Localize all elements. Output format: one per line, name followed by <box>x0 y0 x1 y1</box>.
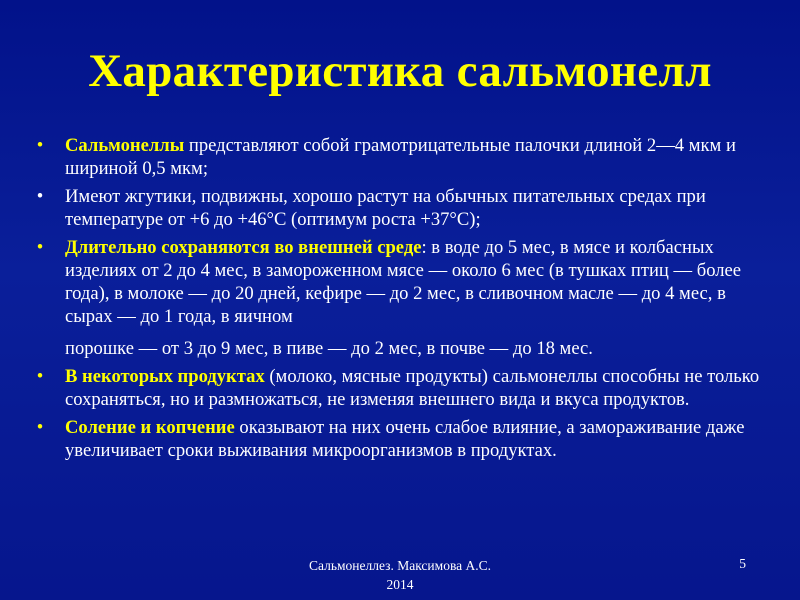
bullet-continuation: порошке — от 3 до 9 мес, в пиве — до 2 мес, в почве — до 18 мес. <box>65 338 593 359</box>
bullet-dot-icon: • <box>36 417 44 438</box>
bullet-list <box>30 134 770 467</box>
bullet-item <box>30 134 770 180</box>
bullet-highlight: Длительно сохраняются во внешней среде <box>65 237 422 258</box>
bullet-highlight: Сальмонеллы <box>65 135 185 156</box>
bullet-text: Имеют жгутики, подвижны, хорошо растут на обычных питательных средах при температуре от +6 до +46°С (оптимум роста +37°С); <box>65 186 706 230</box>
footer-author: Сальмонеллез. Максимова А.С. <box>308 558 492 573</box>
bullet-item <box>30 416 770 462</box>
bullet-highlight: В некоторых продуктах <box>65 366 265 387</box>
bullet-dot-icon: • <box>36 237 44 258</box>
bullet-highlight: Соление и копчение <box>65 417 235 438</box>
footer-year: 2014 <box>386 577 414 592</box>
page-number: 5 <box>739 556 746 571</box>
bullet-text: представляют собой грамотрицательные палочки длиной 2—4 мкм и шириной 0,5 мкм; <box>65 135 736 179</box>
bullet-item <box>30 236 770 360</box>
bullet-text: (молоко, мясные продукты) сальмонеллы способны не только сохраняться, но и размножаться, не изменяя внешнего вида и вкуса продуктов. <box>65 366 760 410</box>
bullet-text: оказывают на них очень слабое влияние, а замораживание даже увеличивает сроки выживания микроорганизмов в продуктах. <box>65 417 745 461</box>
footer <box>250 556 550 594</box>
bullet-dot-icon: • <box>36 135 44 156</box>
bullet-dot-icon: • <box>36 186 44 207</box>
bullet-dot-icon: • <box>36 366 44 387</box>
bullet-text: : в воде до 5 мес, в мясе и колбасных изделиях от 2 до 4 мес, в замороженном мясе — около 6 мес (в тушках птиц — более года), в молоке — до 20 дней, кефире — до 2 мес, в сливочном масле — до 4 мес, в сырах — до 1 года, в яичном <box>65 237 742 327</box>
bullet-item <box>30 185 770 231</box>
bullet-item <box>30 365 770 411</box>
slide-title: Характеристика сальмонелл <box>88 45 712 97</box>
